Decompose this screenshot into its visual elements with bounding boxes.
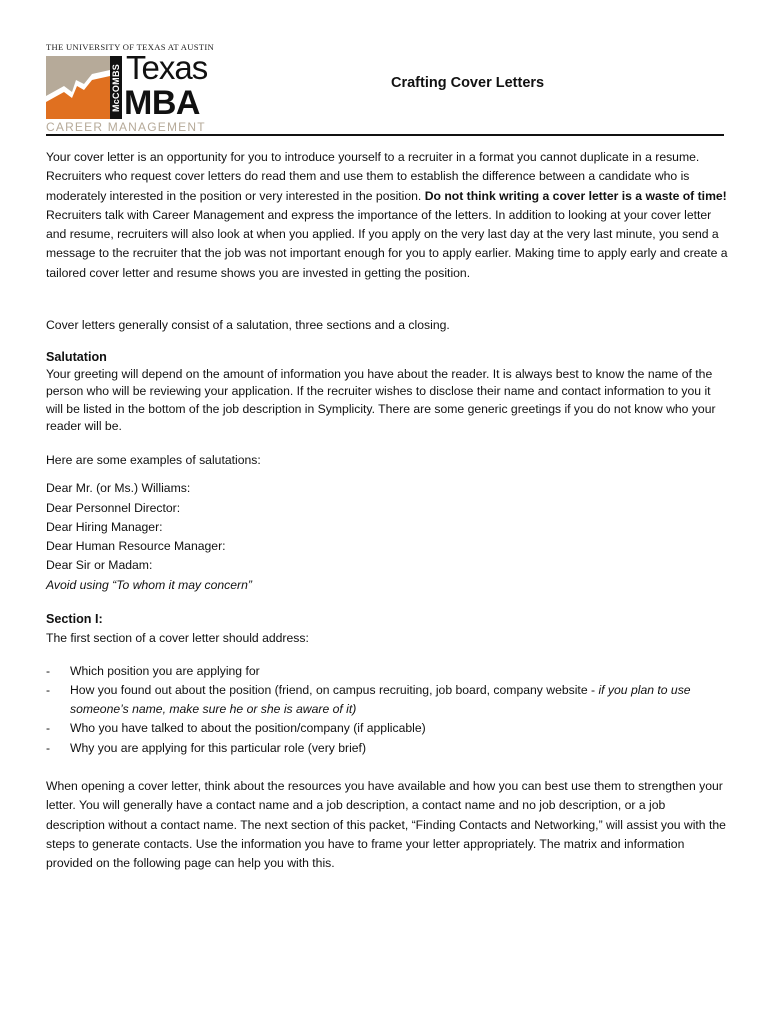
list-item: - Who you have talked to about the position/company (if applicable)	[46, 719, 730, 738]
salutation-examples	[46, 451, 730, 595]
section-1-intro: The first section of a cover letter should address:	[46, 631, 309, 646]
example-item: Dear Human Resource Manager:	[46, 539, 226, 554]
closing-paragraph	[46, 777, 726, 873]
example-item: Dear Mr. (or Ms.) Williams:	[46, 481, 191, 496]
salutation-heading: Salutation	[46, 350, 107, 364]
list-item: - Why you are applying for this particular role (very brief)	[46, 739, 730, 758]
list-item: - How you found out about the position (friend, on campus recruiting, job board, company website - if you plan to use someone’s name, make sure he or she is aware of it)	[46, 681, 730, 720]
logo-texas: Texas	[126, 49, 208, 86]
salutation-body: Your greeting will depend on the amount of information you have about the reader. It is always best to know the name of the person who will be reviewing your application. If the recruiter wishes to disclose their name and contact information to you it will be listed in the bottom of the job description in Symplicity. There are some generic greetings if you do not know who your reader will be.	[46, 367, 716, 433]
structure-note-text: Cover letters generally consist of a salutation, three sections and a closing.	[46, 318, 450, 332]
list-item: - Which position you are applying for	[46, 662, 730, 681]
logo-mark-icon	[46, 56, 110, 119]
document-title: Crafting Cover Letters	[391, 75, 545, 91]
example-item: Dear Sir or Madam:	[46, 558, 153, 573]
section-1-list	[46, 662, 730, 758]
intro-emphasis: Do not think writing a cover letter is a waste of time!	[424, 188, 727, 203]
intro-paragraph	[46, 148, 730, 283]
section-1	[46, 610, 730, 758]
logo-mba: MBA	[124, 84, 200, 122]
section-1-heading: Section I:	[46, 612, 103, 626]
closing-text: When opening a cover letter, think about the resources you have available and how you can best use them to strengthen your letter. You will generally have a contact name and a job description, a contact name and no job description, or a job description without a contact name. The next section of this packet, “Finding Contacts and Networking,” will assist you with the steps to generate contacts. Use the information you have to frame your letter appropriately. The matrix and information provided on the following page can help you with this.	[46, 779, 726, 871]
examples-intro: Here are some examples of salutations:	[46, 453, 261, 467]
logo-subtitle: CAREER MANAGEMENT	[46, 120, 206, 134]
structure-note	[46, 316, 730, 335]
intro-text: Your cover letter is an opportunity for you to introduce yourself to a recruiter in a format you cannot duplicate in a resume. Recruiters who request cover letters do read them and use them to establish the difference between a candidate who is moderately interested in the position or very interested in the position.	[46, 150, 700, 203]
header-divider	[46, 134, 724, 136]
university-name: THE UNIVERSITY OF TEXAS AT AUSTIN	[46, 42, 215, 52]
avoid-note: Avoid using “To whom it may concern”	[46, 577, 252, 592]
salutation-section	[46, 349, 730, 435]
logo-mccombs-text: McCOMBS	[111, 63, 121, 113]
example-item: Dear Hiring Manager:	[46, 519, 163, 534]
example-item: Dear Personnel Director:	[46, 500, 181, 515]
intro-text-rest: Recruiters talk with Career Management and express the importance of the letters. In addition to looking at your cover letter and resume, recruiters will also look at when you applied. If you apply on the very last day at the very last minute, you send a message to the recruiter that the job was not important enough for you to apply earlier. Making time to apply early and create a tailored cover letter and resume shows you are invested in getting the position.	[46, 207, 728, 280]
